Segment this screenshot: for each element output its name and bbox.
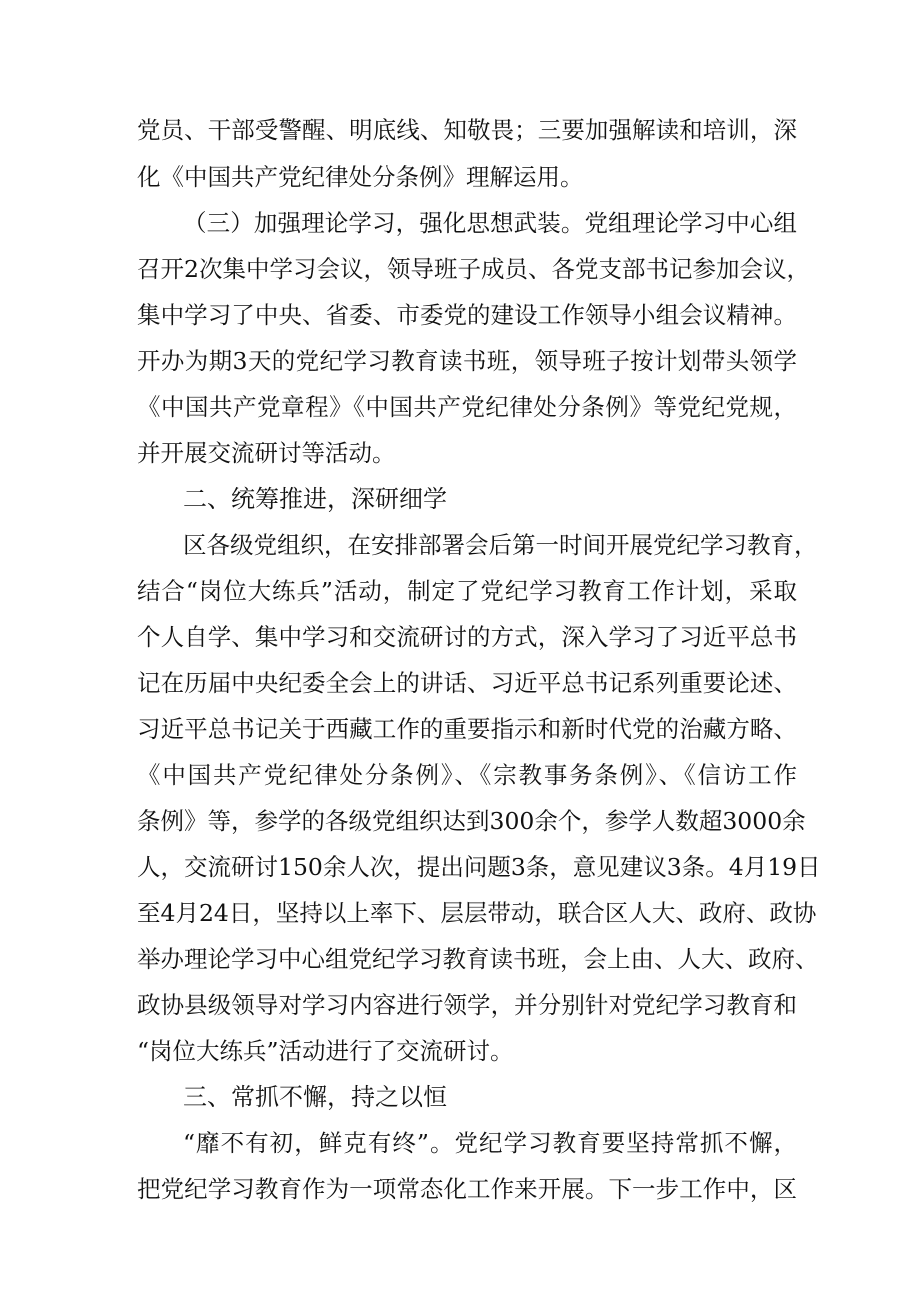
paragraph-line: 个人自学、集中学习和交流研讨的方式，深入学习了习近平总书: [137, 623, 797, 651]
paragraph-line: 举办理论学习中心组党纪学习教育读书班，会上由、人大、政府、: [137, 945, 819, 973]
paragraph-line: “靡不有初，鲜克有终”。党纪学习教育要坚持常抓不懈，: [183, 1129, 797, 1157]
paragraph-line: 政协县级领导对学习内容进行领学，并分别针对党纪学习教育和: [137, 991, 797, 1019]
paragraph-line: 结合“岗位大练兵”活动，制定了党纪学习教育工作计划，采取: [137, 577, 797, 605]
paragraph-line: 《中国共产党章程》《中国共产党纪律处分条例》等党纪党规，: [137, 393, 797, 421]
paragraph-line: 习近平总书记关于西藏工作的重要指示和新时代党的治藏方略、: [137, 715, 797, 743]
paragraph-line: 党员、干部受警醒、明底线、知敬畏；三要加强解读和培训，深: [137, 116, 797, 144]
paragraph-line: 并开展交流研讨等活动。: [137, 439, 396, 467]
paragraph-line: 把党纪学习教育作为一项常态化工作来开展。下一步工作中，区: [137, 1175, 797, 1203]
paragraph-line: 开办为期3天的党纪学习教育读书班，领导班子按计划带头领学: [137, 347, 797, 375]
section-heading: 三、常抓不懈，持之以恒: [183, 1083, 447, 1111]
section-heading: 二、统筹推进，深研细学: [183, 485, 447, 513]
paragraph-line: 集中学习了中央、省委、市委党的建设工作领导小组会议精神。: [137, 301, 797, 329]
paragraph-line: 化《中国共产党纪律处分条例》理解运用。: [137, 163, 584, 191]
paragraph-line: “岗位大练兵”活动进行了交流研讨。: [137, 1037, 514, 1065]
paragraph-line: 召开2次集中学习会议，领导班子成员、各党支部书记参加会议，: [137, 255, 810, 283]
paragraph-line: 区各级党组织，在安排部署会后第一时间开展党纪学习教育，: [183, 531, 818, 559]
paragraph-line: 至4月24日，坚持以上率下、层层带动，联合区人大、政府、政协: [137, 899, 817, 927]
paragraph-line: 记在历届中央纪委全会上的讲话、习近平总书记系列重要论述、: [137, 669, 797, 697]
subsection-heading-line: （三）加强理论学习，强化思想武装。党组理论学习中心组: [183, 209, 797, 237]
paragraph-line: 条例》等，参学的各级党组织达到300余个，参学人数超3000余: [137, 807, 806, 835]
paragraph-line: 《中国共产党纪律处分条例》、《宗教事务条例》、《信访工作: [137, 761, 797, 789]
paragraph-line: 人，交流研讨150余人次，提出问题3条，意见建议3条。4月19日: [137, 853, 821, 881]
